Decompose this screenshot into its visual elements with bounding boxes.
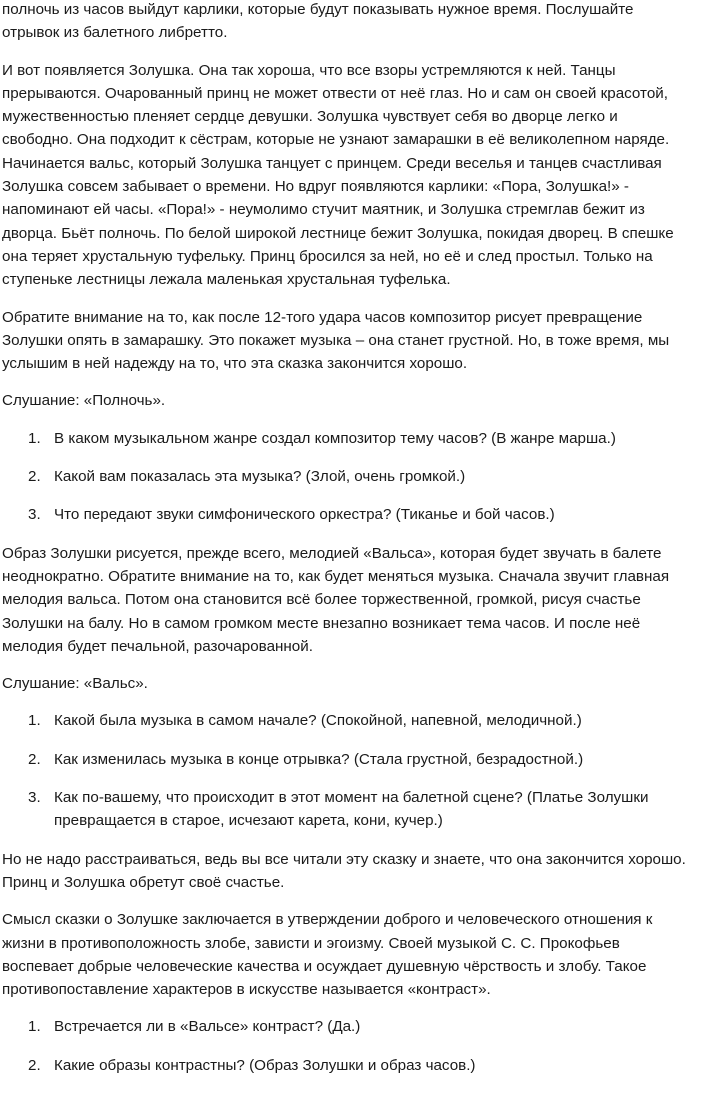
list-item-text: В каком музыкальном жанре создал композитор тему часов? (В жанре марша.) — [54, 429, 616, 447]
list-number: 2. — [28, 468, 41, 486]
paragraph-happy-ending: Но не надо расстраиваться, ведь вы все читали эту сказку и знаете, что она закончится хорошо. Принц и Золушка обретут своё счастье. — [2, 850, 686, 891]
list-item-text: Встречается ли в «Вальсе» контраст? (Да.) — [54, 1018, 361, 1036]
questions-midnight-list — [2, 427, 690, 527]
list-item-text: Как изменилась музыка в конце отрывка? (Стала грустной, безрадостной.) — [54, 750, 584, 768]
list-item-text: Какой вам показалась эта музыка? (Злой, очень громкой.) — [54, 468, 466, 486]
list-item — [2, 503, 690, 526]
list-item-text: Как по-вашему, что происходит в этот момент на балетной сцене? (Платье Золушки превращается в старое, исчезают карета, кони, кучер.) — [54, 789, 649, 830]
paragraph-midnight-note: Обратите внимание на то, как после 12-того удара часов композитор рисует превращение Золушки опять в замарашку. Это покажет музыка – она станет грустной. Но, в тоже время, мы услышим в ней надежду на то, что эта сказка закончится хорошо. — [2, 308, 670, 373]
list-item — [2, 748, 690, 771]
list-number: 2. — [28, 1056, 41, 1074]
list-item — [2, 1015, 690, 1038]
list-number: 3. — [28, 789, 41, 807]
paragraph-intro: полночь из часов выйдут карлики, которые будут показывать нужное время. Послушайте отрывок из балетного либретто. — [2, 1, 634, 42]
list-number: 3. — [28, 506, 41, 524]
list-item — [2, 709, 690, 732]
list-item-text: Что передают звуки симфонического оркестра? (Тиканье и бой часов.) — [54, 506, 555, 524]
list-item-text: Какой была музыка в самом начале? (Спокойной, напевной, мелодичной.) — [54, 712, 582, 730]
paragraph-waltz-image: Образ Золушки рисуется, прежде всего, мелодией «Вальса», которая будет звучать в балете неоднократно. Обратите внимание на то, как будет меняться музыка. Сначала звучит главная мелодия вальса. Потом она становится всё более торжественной, громкой, рисуя счастье Золушки на балу. Но в самом громком месте внезапно возникает тема часов. И после неё мелодия будет печальной, разочарованной. — [2, 544, 670, 655]
questions-waltz-list — [2, 709, 690, 832]
list-item-text: Какие образы контрастны? (Образ Золушки и образ часов.) — [54, 1056, 476, 1074]
questions-contrast-list — [2, 1015, 690, 1077]
list-number: 1. — [28, 429, 41, 447]
paragraph-meaning: Смысл сказки о Золушке заключается в утверждении доброго и человеческого отношения к жизни в противоположность злобе, зависти и эгоизму. Своей музыкой С. С. Прокофьев воспевает добрые человеческие качества и осуждает душевную чёрствость и злобу. Такое противопоставление характеров в искусстве называется «контраст». — [2, 911, 653, 999]
paragraph-libretto: И вот появляется Золушка. Она так хороша, что все взоры устремляются к ней. Танцы прерываются. Очарованный принц не может отвести от неё глаз. Но и сам он своей красотой, мужественностью пленяет сердце девушки. Золушка чувствует себя во дворце легко и свободно. Она подходит к сёстрам, которые не узнают замарашки в её великолепном наряде. Начинается вальс, который Золушка танцует с принцем. Среди веселья и танцев счастливая Золушка совсем забывает о времени. Но вдруг появляются карлики: «Пора, Золушка!» - напоминают ей часы. «Пора!» - неумолимо стучит маятник, и Золушка стремглав бежит из дворца. Бьёт полночь. По белой широкой лестнице бежит Золушка, покидая дворец. В спешке она теряет хрустальную туфельку. Принц бросился за ней, но её и след простыл. Только на ступеньке лестницы лежала маленькая хрустальная туфелька. — [2, 61, 674, 289]
list-item — [2, 465, 690, 488]
list-number: 1. — [28, 712, 41, 730]
list-item — [2, 427, 690, 450]
listening-waltz-heading: Слушание: «Вальс». — [2, 675, 148, 693]
list-item — [2, 786, 690, 833]
list-item — [2, 1054, 690, 1077]
list-number: 2. — [28, 750, 41, 768]
list-number: 1. — [28, 1018, 41, 1036]
listening-midnight-heading: Слушание: «Полночь». — [2, 392, 166, 410]
